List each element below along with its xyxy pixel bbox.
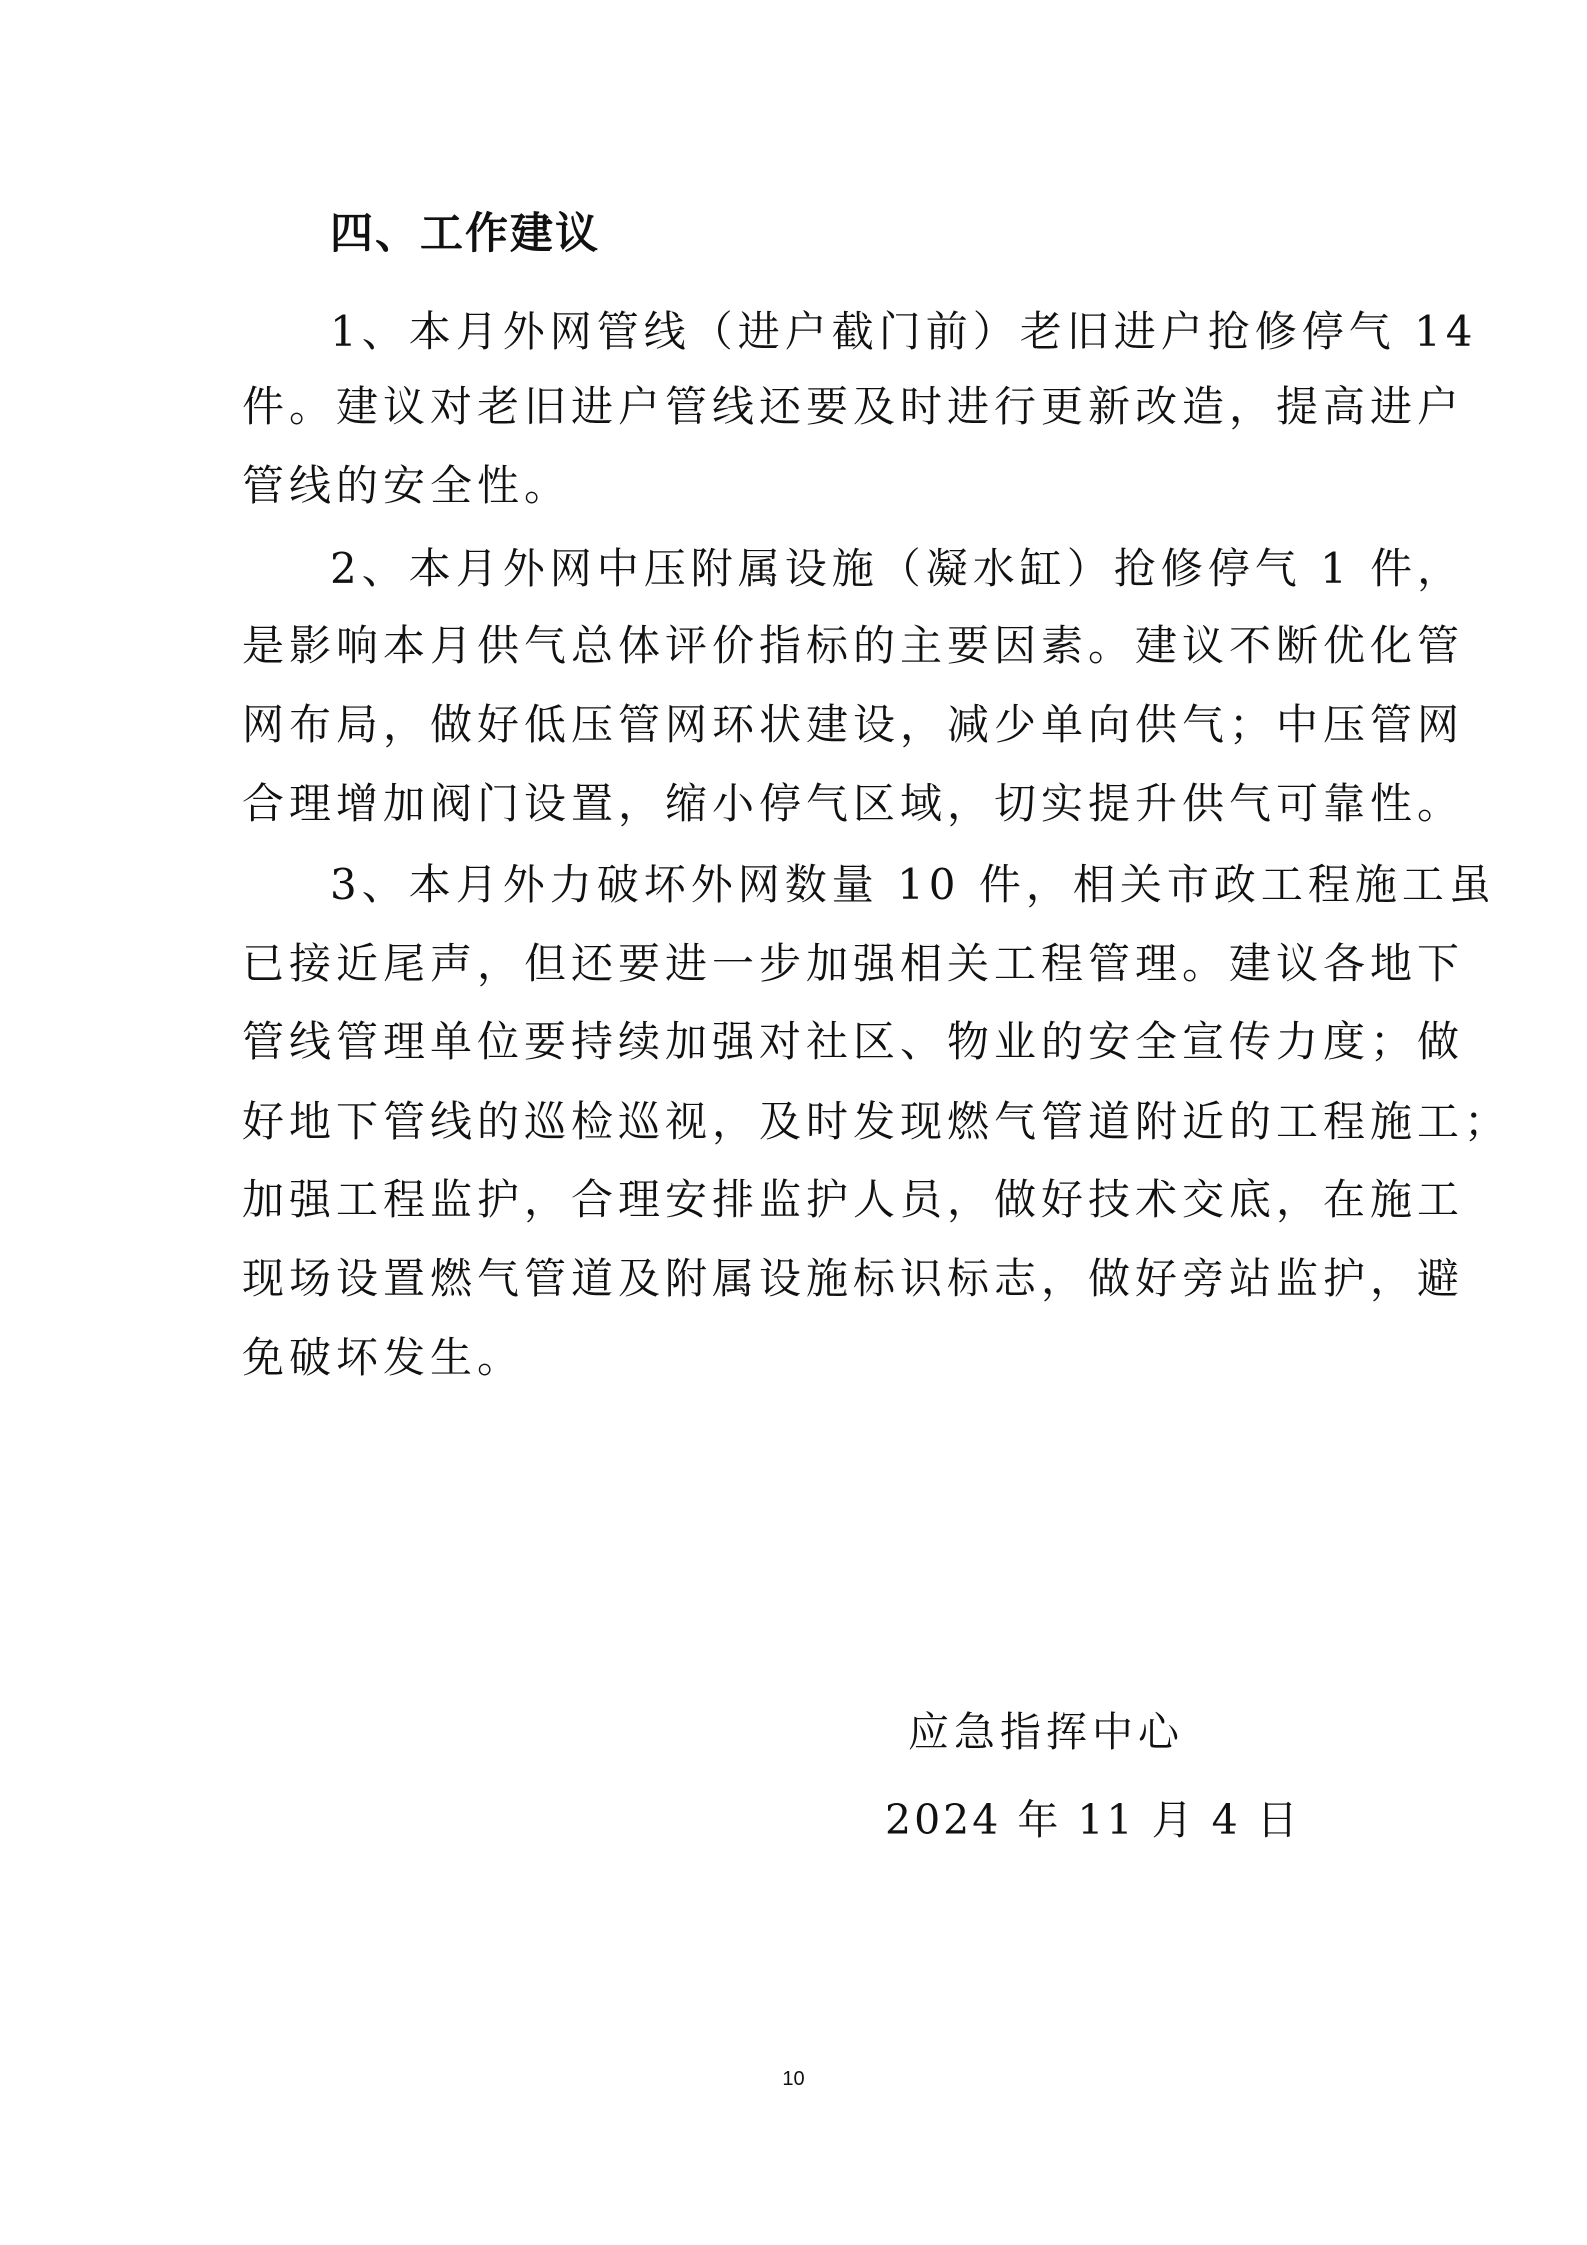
signature-organization: 应急指挥中心 [908, 1708, 1184, 1756]
paragraph-1-line-2: 件。建议对老旧进户管线还要及时进行更新改造，提高进户 [242, 382, 1465, 431]
paragraph-3-line-1: 3、本月外力破坏外网数量 10 件，相关市政工程施工虽 [330, 860, 1496, 909]
page-number: 10 [782, 2068, 805, 2090]
paragraph-2-line-1: 2、本月外网中压附属设施（凝水缸）抢修停气 1 件， [330, 544, 1465, 593]
paragraph-3-line-4: 好地下管线的巡检巡视，及时发现燃气管道附近的工程施工； [242, 1097, 1512, 1146]
signature-date: 2024 年 11 月 4 日 [885, 1796, 1301, 1844]
paragraph-3-line-7: 免破坏发生。 [242, 1333, 525, 1382]
paragraph-3-line-5: 加强工程监护，合理安排监护人员，做好技术交底，在施工 [242, 1175, 1465, 1224]
paragraph-3-line-3: 管线管理单位要持续加强对社区、物业的安全宣传力度；做 [242, 1017, 1465, 1066]
paragraph-1-line-1: 1、本月外网管线（进户截门前）老旧进户抢修停气 14 [330, 307, 1478, 356]
paragraph-3-line-2: 已接近尾声，但还要进一步加强相关工程管理。建议各地下 [242, 939, 1465, 988]
section-heading: 四、工作建议 [330, 209, 600, 259]
paragraph-1-line-3: 管线的安全性。 [242, 461, 572, 510]
paragraph-2-line-3: 网布局，做好低压管网环状建设，减少单向供气；中压管网 [242, 700, 1465, 749]
paragraph-2-line-4: 合理增加阀门设置，缩小停气区域，切实提升供气可靠性。 [242, 779, 1465, 828]
paragraph-2-line-2: 是影响本月供气总体评价指标的主要因素。建议不断优化管 [242, 621, 1465, 670]
paragraph-3-line-6: 现场设置燃气管道及附属设施标识标志，做好旁站监护，避 [242, 1254, 1465, 1303]
